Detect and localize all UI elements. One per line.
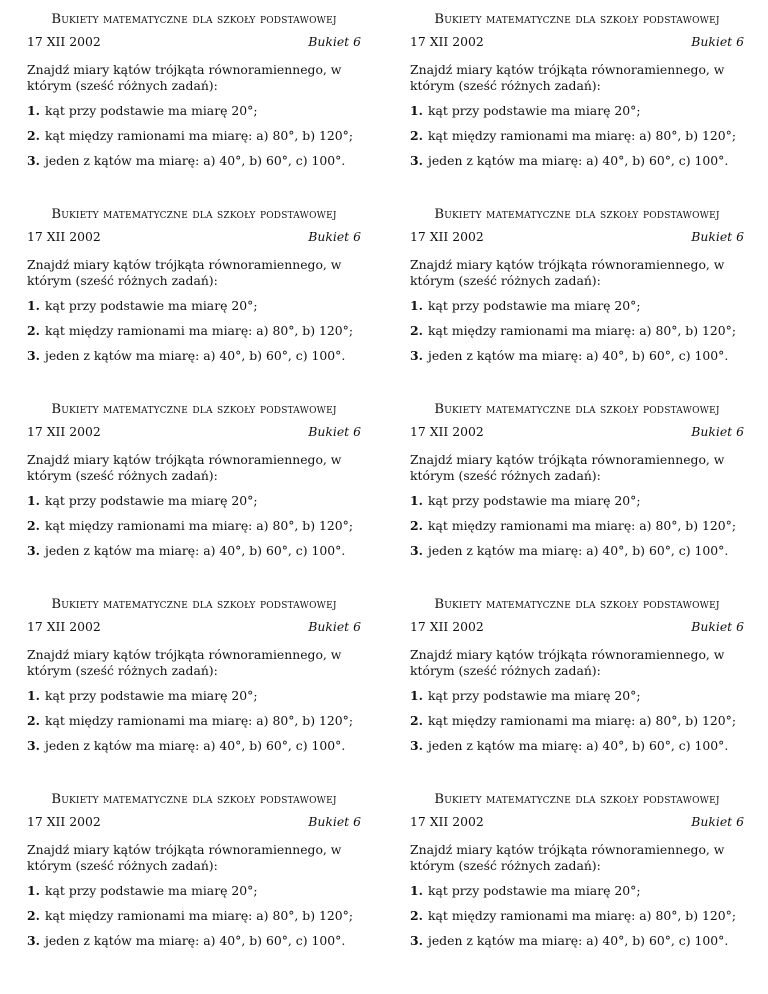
card-item-3 bbox=[410, 738, 744, 754]
card-date: 17 XII 2002 bbox=[410, 229, 484, 244]
card-item-3 bbox=[410, 348, 744, 364]
card-meta bbox=[410, 619, 744, 635]
card-intro: Znajdź miary kątów trójkąta równoramiennego, w którym (sześć różnych zadań): bbox=[27, 62, 342, 93]
card-header: Bukiety matematyczne dla szkoły podstawowej bbox=[51, 792, 337, 807]
card-intro: Znajdź miary kątów trójkąta równoramiennego, w którym (sześć różnych zadań): bbox=[410, 62, 725, 93]
item-number: 3. bbox=[27, 348, 40, 363]
card-header: Bukiety matematyczne dla szkoły podstawowej bbox=[51, 402, 337, 417]
card-meta bbox=[27, 814, 361, 830]
card-header: Bukiety matematyczne dla szkoły podstawowej bbox=[51, 12, 337, 27]
card-header: Bukiety matematyczne dla szkoły podstawowej bbox=[434, 597, 720, 612]
card-item-2 bbox=[27, 323, 361, 339]
card-item-3 bbox=[410, 153, 744, 169]
card-date: 17 XII 2002 bbox=[27, 34, 101, 49]
item-text: kąt między ramionami ma miarę: a) 80°, b) 120°; bbox=[428, 713, 737, 728]
card-item-1 bbox=[410, 103, 744, 119]
card-date: 17 XII 2002 bbox=[27, 424, 101, 439]
item-text: kąt między ramionami ma miarę: a) 80°, b) 120°; bbox=[45, 713, 354, 728]
item-text: kąt przy podstawie ma miarę 20°; bbox=[428, 493, 641, 508]
card-item-3 bbox=[27, 738, 361, 754]
item-text: jeden z kątów ma miarę: a) 40°, b) 60°, c) 100°. bbox=[45, 153, 346, 168]
item-number: 1. bbox=[27, 688, 40, 703]
item-text: kąt przy podstawie ma miarę 20°; bbox=[45, 298, 258, 313]
problem-card bbox=[410, 207, 744, 387]
card-date: 17 XII 2002 bbox=[410, 814, 484, 829]
item-text: kąt między ramionami ma miarę: a) 80°, b) 120°; bbox=[428, 908, 737, 923]
card-bukiet-label: Bukiet 6 bbox=[308, 229, 361, 244]
card-meta bbox=[410, 424, 744, 440]
card-header: Bukiety matematyczne dla szkoły podstawowej bbox=[434, 792, 720, 807]
item-text: kąt między ramionami ma miarę: a) 80°, b) 120°; bbox=[45, 128, 354, 143]
item-text: jeden z kątów ma miarę: a) 40°, b) 60°, c) 100°. bbox=[428, 933, 729, 948]
item-number: 1. bbox=[410, 103, 423, 118]
item-number: 1. bbox=[410, 493, 423, 508]
item-text: kąt między ramionami ma miarę: a) 80°, b) 120°; bbox=[45, 908, 354, 923]
card-bukiet-label: Bukiet 6 bbox=[691, 34, 744, 49]
card-item-2 bbox=[27, 908, 361, 924]
card-item-1 bbox=[410, 688, 744, 704]
problem-card bbox=[27, 12, 361, 192]
item-text: kąt między ramionami ma miarę: a) 80°, b) 120°; bbox=[45, 518, 354, 533]
card-date: 17 XII 2002 bbox=[410, 619, 484, 634]
problem-card bbox=[410, 597, 744, 777]
item-text: kąt między ramionami ma miarę: a) 80°, b) 120°; bbox=[45, 323, 354, 338]
card-meta bbox=[410, 34, 744, 50]
card-bukiet-label: Bukiet 6 bbox=[691, 424, 744, 439]
item-text: kąt między ramionami ma miarę: a) 80°, b) 120°; bbox=[428, 518, 737, 533]
item-number: 1. bbox=[410, 298, 423, 313]
problem-card bbox=[410, 402, 744, 582]
item-text: jeden z kątów ma miarę: a) 40°, b) 60°, c) 100°. bbox=[45, 933, 346, 948]
card-date: 17 XII 2002 bbox=[410, 424, 484, 439]
card-date: 17 XII 2002 bbox=[27, 814, 101, 829]
card-item-1 bbox=[27, 298, 361, 314]
problem-card bbox=[27, 207, 361, 387]
item-text: kąt między ramionami ma miarę: a) 80°, b) 120°; bbox=[428, 323, 737, 338]
card-meta bbox=[410, 814, 744, 830]
card-intro: Znajdź miary kątów trójkąta równoramiennego, w którym (sześć różnych zadań): bbox=[410, 452, 725, 483]
card-item-1 bbox=[27, 493, 361, 509]
item-text: jeden z kątów ma miarę: a) 40°, b) 60°, c) 100°. bbox=[45, 348, 346, 363]
card-meta bbox=[27, 619, 361, 635]
item-text: jeden z kątów ma miarę: a) 40°, b) 60°, c) 100°. bbox=[45, 543, 346, 558]
card-item-2 bbox=[410, 908, 744, 924]
card-item-1 bbox=[27, 883, 361, 899]
item-text: kąt przy podstawie ma miarę 20°; bbox=[428, 883, 641, 898]
item-text: jeden z kątów ma miarę: a) 40°, b) 60°, c) 100°. bbox=[428, 348, 729, 363]
item-number: 1. bbox=[410, 883, 423, 898]
card-item-1 bbox=[27, 103, 361, 119]
item-number: 2. bbox=[410, 323, 423, 338]
item-number: 3. bbox=[27, 153, 40, 168]
card-header: Bukiety matematyczne dla szkoły podstawowej bbox=[51, 207, 337, 222]
card-bukiet-label: Bukiet 6 bbox=[691, 814, 744, 829]
item-number: 1. bbox=[410, 688, 423, 703]
problem-card bbox=[27, 792, 361, 972]
item-number: 2. bbox=[27, 713, 40, 728]
problem-card bbox=[410, 792, 744, 972]
problem-card bbox=[410, 12, 744, 192]
item-text: kąt przy podstawie ma miarę 20°; bbox=[428, 103, 641, 118]
problem-card bbox=[27, 402, 361, 582]
item-number: 1. bbox=[27, 298, 40, 313]
card-item-1 bbox=[27, 688, 361, 704]
card-header: Bukiety matematyczne dla szkoły podstawowej bbox=[434, 207, 720, 222]
card-meta bbox=[410, 229, 744, 245]
card-item-1 bbox=[410, 493, 744, 509]
item-number: 2. bbox=[27, 128, 40, 143]
card-item-2 bbox=[27, 128, 361, 144]
item-text: kąt przy podstawie ma miarę 20°; bbox=[45, 688, 258, 703]
card-item-2 bbox=[27, 518, 361, 534]
card-intro: Znajdź miary kątów trójkąta równoramiennego, w którym (sześć różnych zadań): bbox=[410, 842, 725, 873]
item-number: 3. bbox=[410, 933, 423, 948]
card-item-3 bbox=[410, 933, 744, 949]
item-number: 3. bbox=[27, 543, 40, 558]
card-bukiet-label: Bukiet 6 bbox=[308, 424, 361, 439]
item-text: jeden z kątów ma miarę: a) 40°, b) 60°, c) 100°. bbox=[45, 738, 346, 753]
card-header: Bukiety matematyczne dla szkoły podstawowej bbox=[434, 402, 720, 417]
item-text: kąt przy podstawie ma miarę 20°; bbox=[45, 493, 258, 508]
card-item-2 bbox=[410, 713, 744, 729]
item-number: 1. bbox=[27, 493, 40, 508]
card-intro: Znajdź miary kątów trójkąta równoramiennego, w którym (sześć różnych zadań): bbox=[410, 647, 725, 678]
item-text: jeden z kątów ma miarę: a) 40°, b) 60°, c) 100°. bbox=[428, 543, 729, 558]
item-number: 2. bbox=[410, 518, 423, 533]
card-intro: Znajdź miary kątów trójkąta równoramiennego, w którym (sześć różnych zadań): bbox=[410, 257, 725, 288]
card-item-2 bbox=[27, 713, 361, 729]
card-date: 17 XII 2002 bbox=[410, 34, 484, 49]
card-meta bbox=[27, 229, 361, 245]
item-number: 2. bbox=[27, 908, 40, 923]
item-text: kąt przy podstawie ma miarę 20°; bbox=[45, 883, 258, 898]
card-bukiet-label: Bukiet 6 bbox=[691, 619, 744, 634]
card-intro: Znajdź miary kątów trójkąta równoramiennego, w którym (sześć różnych zadań): bbox=[27, 647, 342, 678]
card-intro: Znajdź miary kątów trójkąta równoramiennego, w którym (sześć różnych zadań): bbox=[27, 452, 342, 483]
card-item-3 bbox=[27, 348, 361, 364]
item-text: jeden z kątów ma miarę: a) 40°, b) 60°, c) 100°. bbox=[428, 153, 729, 168]
card-intro: Znajdź miary kątów trójkąta równoramiennego, w którym (sześć różnych zadań): bbox=[27, 257, 342, 288]
item-number: 3. bbox=[27, 738, 40, 753]
card-intro: Znajdź miary kątów trójkąta równoramiennego, w którym (sześć różnych zadań): bbox=[27, 842, 342, 873]
item-number: 3. bbox=[410, 153, 423, 168]
card-item-3 bbox=[27, 933, 361, 949]
card-item-2 bbox=[410, 518, 744, 534]
item-text: jeden z kątów ma miarę: a) 40°, b) 60°, c) 100°. bbox=[428, 738, 729, 753]
card-date: 17 XII 2002 bbox=[27, 229, 101, 244]
card-meta bbox=[27, 34, 361, 50]
card-header: Bukiety matematyczne dla szkoły podstawowej bbox=[434, 12, 720, 27]
card-item-1 bbox=[410, 883, 744, 899]
card-meta bbox=[27, 424, 361, 440]
card-header: Bukiety matematyczne dla szkoły podstawowej bbox=[51, 597, 337, 612]
item-text: kąt przy podstawie ma miarę 20°; bbox=[45, 103, 258, 118]
card-date: 17 XII 2002 bbox=[27, 619, 101, 634]
item-number: 3. bbox=[27, 933, 40, 948]
card-bukiet-label: Bukiet 6 bbox=[308, 814, 361, 829]
card-bukiet-label: Bukiet 6 bbox=[691, 229, 744, 244]
item-text: kąt przy podstawie ma miarę 20°; bbox=[428, 688, 641, 703]
item-text: kąt między ramionami ma miarę: a) 80°, b) 120°; bbox=[428, 128, 737, 143]
card-item-2 bbox=[410, 323, 744, 339]
item-number: 2. bbox=[27, 518, 40, 533]
item-number: 3. bbox=[410, 543, 423, 558]
item-number: 2. bbox=[410, 128, 423, 143]
card-item-3 bbox=[27, 153, 361, 169]
card-item-3 bbox=[27, 543, 361, 559]
item-number: 2. bbox=[410, 908, 423, 923]
card-item-2 bbox=[410, 128, 744, 144]
item-text: kąt przy podstawie ma miarę 20°; bbox=[428, 298, 641, 313]
item-number: 2. bbox=[27, 323, 40, 338]
item-number: 3. bbox=[410, 348, 423, 363]
item-number: 1. bbox=[27, 883, 40, 898]
card-bukiet-label: Bukiet 6 bbox=[308, 34, 361, 49]
item-number: 2. bbox=[410, 713, 423, 728]
problem-card bbox=[27, 597, 361, 777]
card-item-3 bbox=[410, 543, 744, 559]
card-bukiet-label: Bukiet 6 bbox=[308, 619, 361, 634]
item-number: 3. bbox=[410, 738, 423, 753]
item-number: 1. bbox=[27, 103, 40, 118]
card-item-1 bbox=[410, 298, 744, 314]
